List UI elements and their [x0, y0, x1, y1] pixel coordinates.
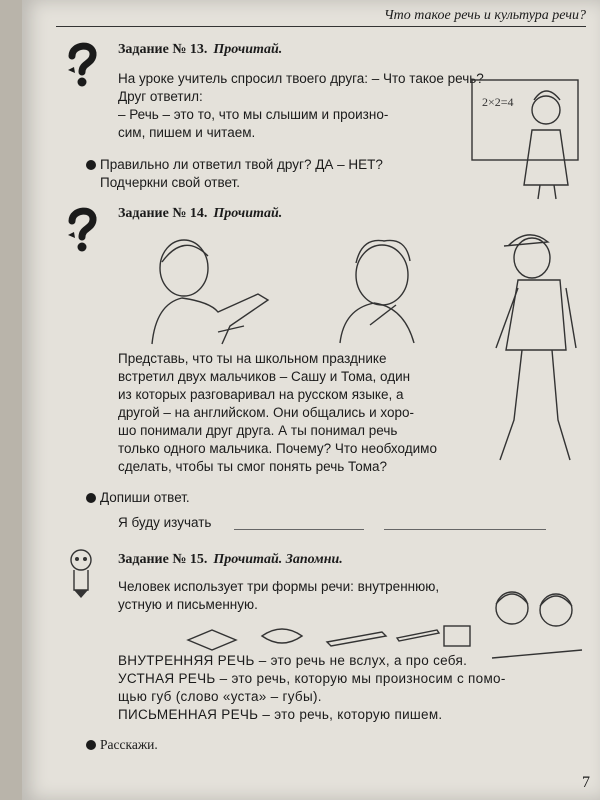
bullet-icon [86, 160, 96, 170]
task-14-text [118, 350, 437, 476]
text-line: сделать, чтобы ты смог понять речь Тома? [118, 459, 388, 474]
boy-cap-illustration [482, 228, 587, 478]
running-title: Что такое речь и культура речи? [56, 8, 586, 27]
page-number: 7 [582, 774, 590, 791]
task-14-instruction: Допиши ответ. [100, 490, 190, 505]
pen-icon [327, 632, 386, 646]
teacher-illustration [462, 70, 582, 205]
task-14-title: Задание № 14. Прочитай. [118, 206, 283, 221]
boy-tom-illustration [322, 235, 442, 345]
boy-sasha-illustration [122, 232, 282, 347]
text-line: другой – на английском. Они общались и хоро- [118, 405, 414, 420]
task-15-instruction: Расскажи. [100, 737, 158, 752]
text-line: Подчеркни свой ответ. [100, 175, 240, 190]
bullet-icon [86, 493, 96, 503]
text-line: только одного мальчика. Почему? Что необходимо [118, 441, 437, 456]
task-15-title: Задание № 15. Прочитай. Запомни. [118, 552, 343, 567]
text-line: Правильно ли ответил твой друг? ДА – НЕТ? [100, 157, 383, 172]
answer-prefix: Я буду изучать [118, 515, 212, 530]
text-line: из которых разговаривал на русском языке, а [118, 387, 404, 402]
pencil-icon [397, 630, 439, 641]
lips-icon [262, 629, 302, 643]
question-mark-icon [62, 205, 102, 253]
text-line: – Речь – это то, что мы слышим и произно- [118, 107, 389, 122]
text-line: устную и письменную. [118, 597, 258, 612]
text-line: встретил двух мальчиков – Сашу и Тома, один [118, 369, 411, 384]
textbook-page [22, 0, 600, 800]
answer-line[interactable] [384, 528, 546, 530]
task-13-title: Задание № 13. Прочитай. [118, 42, 283, 57]
task-15-definitions [118, 652, 506, 724]
text-line: Человек использует три формы речи: внутреннюю, [118, 579, 440, 594]
bullet-icon [86, 740, 96, 750]
pencil-character-icon [64, 548, 98, 598]
text-line: щью губ (слово «уста» – губы). [118, 689, 322, 704]
envelope-icon [188, 630, 236, 650]
children-writing-illustration [482, 582, 592, 662]
keyboard-icon [444, 626, 470, 646]
task-15-intro [118, 578, 439, 614]
task-13-text [118, 70, 484, 142]
question-mark-icon [62, 40, 102, 88]
answer-line[interactable] [234, 528, 364, 530]
speech-forms-icons [182, 620, 472, 652]
text-line: шо понимали друг друга. А ты понимал речь [118, 423, 398, 438]
text-line: Представь, что ты на школьном празднике [118, 351, 387, 366]
task-13-question [100, 156, 383, 192]
text-line: На уроке учитель спросил твоего друга: – Что такое речь? [118, 71, 484, 86]
board-text: 2×2=4 [482, 95, 514, 109]
text-line: ПИСЬМЕННАЯ РЕЧЬ – это речь, которую пишем. [118, 707, 443, 722]
text-line: УСТНАЯ РЕЧЬ – это речь, которую мы произносим с помо- [118, 671, 506, 686]
text-line: сим, пишем и читаем. [118, 125, 256, 140]
text-line: ВНУТРЕННЯЯ РЕЧЬ – это речь не вслух, а про себя. [118, 653, 468, 668]
text-line: Друг ответил: [118, 89, 203, 104]
